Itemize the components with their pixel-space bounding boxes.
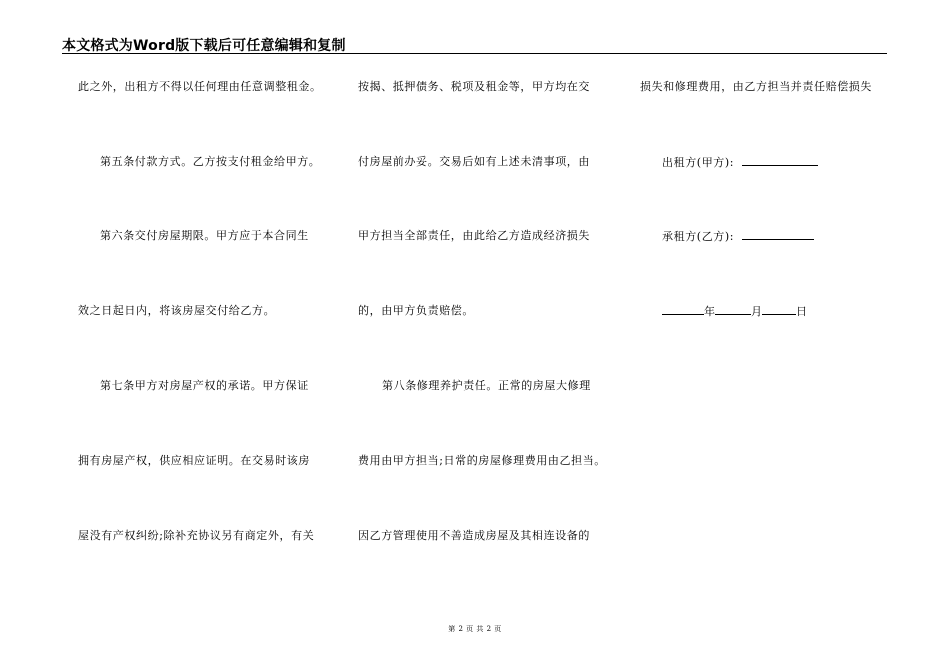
header-title: 本文格式为Word版下载后可任意编辑和复制 [62,38,346,54]
text-line: 损失和修理费用，由乙方担当并责任赔偿损失 [640,80,872,93]
text-line: 的，由甲方负责赔偿。 [358,304,474,317]
month-label: 月 [751,305,762,318]
signing-date [662,304,807,319]
text-line: 第六条交付房屋期限。甲方应于本合同生 [100,229,309,242]
text-line: 效之日起日内，将该房屋交付给乙方。 [78,304,276,317]
text-line: 费用由甲方担当;日常的房屋修理费用由乙担当。 [358,454,606,467]
text-line: 甲方担当全部责任，由此给乙方造成经济损失 [358,229,590,242]
text-line: 付房屋前办妥。交易后如有上述未清事项，由 [358,155,590,168]
page-header [62,33,887,54]
lessor-label: 出租方(甲方): [662,156,735,169]
text-line: 第七条甲方对房屋产权的承诺。甲方保证 [100,379,309,392]
text-line: 第八条修理养护责任。正常的房屋大修理 [382,379,591,392]
day-blank [762,304,796,315]
month-blank [715,304,751,315]
lessee-signature-line [742,229,814,240]
year-blank [662,304,704,315]
lessor-signature [662,155,818,170]
text-line: 屋没有产权纠纷;除补充协议另有商定外，有关 [78,529,315,542]
lessee-label: 承租方(乙方): [662,230,735,243]
day-label: 日 [796,305,807,318]
text-line: 拥有房屋产权，供应相应证明。在交易时该房 [78,454,310,467]
text-line: 按揭、抵押债务、税项及租金等，甲方均在交 [358,80,590,93]
year-label: 年 [704,305,715,318]
text-line: 此之外，出租方不得以任何理由任意调整租金。 [78,80,322,93]
text-line: 第五条付款方式。乙方按支付租金给甲方。 [100,155,321,168]
text-line: 因乙方管理使用不善造成房屋及其相连设备的 [358,529,590,542]
lessee-signature [662,229,814,244]
lessor-signature-line [742,155,818,166]
page-number: 第 2 页 共 2 页 [448,625,502,633]
